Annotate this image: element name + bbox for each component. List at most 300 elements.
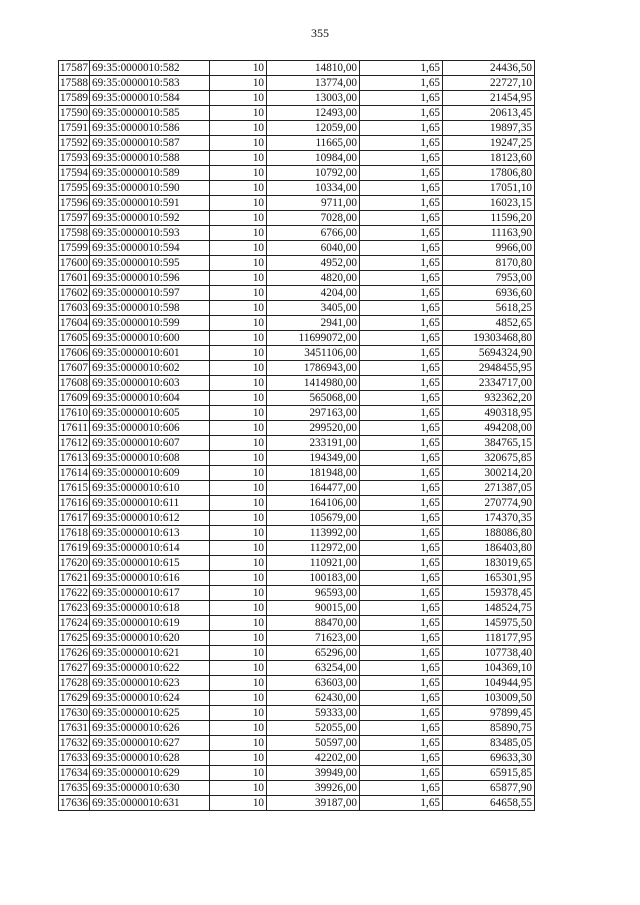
cadastral-number-cell: 69:35:0000010:594 <box>90 241 210 256</box>
tax-cell: 17051,10 <box>443 181 535 196</box>
tax-cell: 188086,80 <box>443 526 535 541</box>
row-number-cell: 17631 <box>60 722 88 734</box>
tax-cell: 159378,45 <box>443 586 535 601</box>
value-cell: 52055,00 <box>267 721 360 736</box>
area-cell: 10 <box>210 601 267 616</box>
value-cell: 4820,00 <box>267 271 360 286</box>
row-number-cell: 17614 <box>60 467 88 479</box>
rate-cell: 1,65 <box>360 466 443 481</box>
row-number-cell: 17600 <box>60 257 88 269</box>
table-row <box>59 211 535 226</box>
area-cell: 10 <box>210 376 267 391</box>
tax-cell: 17806,80 <box>443 166 535 181</box>
table-row <box>59 586 535 601</box>
tax-cell: 165301,95 <box>443 571 535 586</box>
cadastral-number-cell: 69:35:0000010:607 <box>90 436 210 451</box>
value-cell: 39949,00 <box>267 766 360 781</box>
value-cell: 4204,00 <box>267 286 360 301</box>
table-row <box>59 526 535 541</box>
table-row <box>59 631 535 646</box>
tax-cell: 21454,95 <box>443 91 535 106</box>
rate-cell: 1,65 <box>360 91 443 106</box>
cadastral-number-cell: 69:35:0000010:629 <box>90 766 210 781</box>
value-cell: 62430,00 <box>267 691 360 706</box>
value-cell: 233191,00 <box>267 436 360 451</box>
rate-cell: 1,65 <box>360 646 443 661</box>
table-row <box>59 91 535 106</box>
rate-cell: 1,65 <box>360 436 443 451</box>
area-cell: 10 <box>210 256 267 271</box>
table-row <box>59 511 535 526</box>
area-cell: 10 <box>210 436 267 451</box>
tax-cell: 2334717,00 <box>443 376 535 391</box>
value-cell: 59333,00 <box>267 706 360 721</box>
value-cell: 14810,00 <box>267 61 360 76</box>
area-cell: 10 <box>210 211 267 226</box>
value-cell: 181948,00 <box>267 466 360 481</box>
rate-cell: 1,65 <box>360 271 443 286</box>
rate-cell: 1,65 <box>360 361 443 376</box>
cadastral-number-cell: 69:35:0000010:621 <box>90 646 210 661</box>
tax-cell: 18123,60 <box>443 151 535 166</box>
tax-cell: 271387,05 <box>443 481 535 496</box>
value-cell: 2941,00 <box>267 316 360 331</box>
cadastral-number-cell: 69:35:0000010:625 <box>90 706 210 721</box>
tax-cell: 22727,10 <box>443 76 535 91</box>
area-cell: 10 <box>210 406 267 421</box>
area-cell: 10 <box>210 781 267 796</box>
tax-cell: 118177,95 <box>443 631 535 646</box>
table-row <box>59 541 535 556</box>
area-cell: 10 <box>210 271 267 286</box>
table-row <box>59 76 535 91</box>
table-row <box>59 601 535 616</box>
row-number-cell: 17608 <box>60 377 88 389</box>
tax-cell: 932362,20 <box>443 391 535 406</box>
value-cell: 164106,00 <box>267 496 360 511</box>
row-number-cell: 17615 <box>60 482 88 494</box>
tax-cell: 20613,45 <box>443 106 535 121</box>
area-cell: 10 <box>210 121 267 136</box>
cadastral-number-cell: 69:35:0000010:588 <box>90 151 210 166</box>
value-cell: 6040,00 <box>267 241 360 256</box>
table-row <box>59 736 535 751</box>
rate-cell: 1,65 <box>360 421 443 436</box>
cadastral-number-cell: 69:35:0000010:604 <box>90 391 210 406</box>
tax-cell: 490318,95 <box>443 406 535 421</box>
tax-cell: 107738,40 <box>443 646 535 661</box>
row-number-cell: 17622 <box>60 587 88 599</box>
value-cell: 6766,00 <box>267 226 360 241</box>
row-number-cell: 17591 <box>60 122 88 134</box>
row-number-cell: 17602 <box>60 287 88 299</box>
value-cell: 90015,00 <box>267 601 360 616</box>
row-number-cell: 17607 <box>60 362 88 374</box>
row-number-cell: 17629 <box>60 692 88 704</box>
area-cell: 10 <box>210 676 267 691</box>
row-number-cell: 17632 <box>60 737 88 749</box>
tax-cell: 83485,05 <box>443 736 535 751</box>
row-number-cell: 17613 <box>60 452 88 464</box>
area-cell: 10 <box>210 91 267 106</box>
tax-cell: 494208,00 <box>443 421 535 436</box>
table-row <box>59 691 535 706</box>
cadastral-number-cell: 69:35:0000010:610 <box>90 481 210 496</box>
area-cell: 10 <box>210 361 267 376</box>
cadastral-number-cell: 69:35:0000010:615 <box>90 556 210 571</box>
area-cell: 10 <box>210 301 267 316</box>
tax-cell: 183019,65 <box>443 556 535 571</box>
cadastral-number-cell: 69:35:0000010:584 <box>90 91 210 106</box>
tax-cell: 5694324,90 <box>443 346 535 361</box>
value-cell: 88470,00 <box>267 616 360 631</box>
value-cell: 113992,00 <box>267 526 360 541</box>
cadastral-number-cell: 69:35:0000010:583 <box>90 76 210 91</box>
area-cell: 10 <box>210 736 267 751</box>
cadastral-number-cell: 69:35:0000010:582 <box>90 61 210 76</box>
table-row <box>59 571 535 586</box>
tax-cell: 97899,45 <box>443 706 535 721</box>
table-row <box>59 466 535 481</box>
area-cell: 10 <box>210 346 267 361</box>
table-row <box>59 61 535 76</box>
tax-cell: 384765,15 <box>443 436 535 451</box>
tax-cell: 104369,10 <box>443 661 535 676</box>
rate-cell: 1,65 <box>360 631 443 646</box>
value-cell: 42202,00 <box>267 751 360 766</box>
table-row <box>59 166 535 181</box>
table-row <box>59 706 535 721</box>
area-cell: 10 <box>210 106 267 121</box>
area-cell: 10 <box>210 166 267 181</box>
tax-cell: 300214,20 <box>443 466 535 481</box>
area-cell: 10 <box>210 151 267 166</box>
value-cell: 565068,00 <box>267 391 360 406</box>
table-row <box>59 316 535 331</box>
tax-cell: 186403,80 <box>443 541 535 556</box>
row-number-cell: 17589 <box>60 92 88 104</box>
value-cell: 299520,00 <box>267 421 360 436</box>
cadastral-number-cell: 69:35:0000010:591 <box>90 196 210 211</box>
area-cell: 10 <box>210 511 267 526</box>
rate-cell: 1,65 <box>360 451 443 466</box>
tax-cell: 6936,60 <box>443 286 535 301</box>
cadastral-number-cell: 69:35:0000010:595 <box>90 256 210 271</box>
area-cell: 10 <box>210 466 267 481</box>
rate-cell: 1,65 <box>360 406 443 421</box>
value-cell: 12493,00 <box>267 106 360 121</box>
cadastral-number-cell: 69:35:0000010:598 <box>90 301 210 316</box>
rate-cell: 1,65 <box>360 526 443 541</box>
value-cell: 12059,00 <box>267 121 360 136</box>
rate-cell: 1,65 <box>360 571 443 586</box>
rate-cell: 1,65 <box>360 661 443 676</box>
cadastral-number-cell: 69:35:0000010:605 <box>90 406 210 421</box>
table-row <box>59 646 535 661</box>
cadastral-number-cell: 69:35:0000010:614 <box>90 541 210 556</box>
tax-cell: 24436,50 <box>443 61 535 76</box>
row-number-cell: 17594 <box>60 167 88 179</box>
value-cell: 96593,00 <box>267 586 360 601</box>
row-number-cell: 17588 <box>60 77 88 89</box>
row-number-cell: 17634 <box>60 767 88 779</box>
area-cell: 10 <box>210 556 267 571</box>
area-cell: 10 <box>210 691 267 706</box>
row-number-cell: 17593 <box>60 152 88 164</box>
value-cell: 4952,00 <box>267 256 360 271</box>
land-parcel-table <box>58 60 535 811</box>
table-row <box>59 781 535 796</box>
rate-cell: 1,65 <box>360 61 443 76</box>
cadastral-number-cell: 69:35:0000010:596 <box>90 271 210 286</box>
row-number-cell: 17610 <box>60 407 88 419</box>
value-cell: 10334,00 <box>267 181 360 196</box>
row-number-cell: 17624 <box>60 617 88 629</box>
table-row <box>59 151 535 166</box>
area-cell: 10 <box>210 331 267 346</box>
table-row <box>59 346 535 361</box>
value-cell: 11699072,00 <box>267 331 360 346</box>
area-cell: 10 <box>210 646 267 661</box>
row-number-cell: 17611 <box>60 422 88 434</box>
row-number-cell: 17623 <box>60 602 88 614</box>
rate-cell: 1,65 <box>360 676 443 691</box>
tax-cell: 5618,25 <box>443 301 535 316</box>
area-cell: 10 <box>210 571 267 586</box>
table-row <box>59 481 535 496</box>
cadastral-number-cell: 69:35:0000010:585 <box>90 106 210 121</box>
value-cell: 100183,00 <box>267 571 360 586</box>
table-row <box>59 361 535 376</box>
tax-cell: 9966,00 <box>443 241 535 256</box>
table-row <box>59 676 535 691</box>
cadastral-number-cell: 69:35:0000010:631 <box>90 796 210 811</box>
area-cell: 10 <box>210 316 267 331</box>
rate-cell: 1,65 <box>360 166 443 181</box>
cadastral-number-cell: 69:35:0000010:599 <box>90 316 210 331</box>
row-number-cell: 17605 <box>60 332 88 344</box>
cadastral-number-cell: 69:35:0000010:627 <box>90 736 210 751</box>
cadastral-number-cell: 69:35:0000010:606 <box>90 421 210 436</box>
cadastral-number-cell: 69:35:0000010:590 <box>90 181 210 196</box>
value-cell: 63603,00 <box>267 676 360 691</box>
page-number: 355 <box>311 26 329 40</box>
table-row <box>59 436 535 451</box>
value-cell: 39187,00 <box>267 796 360 811</box>
tax-cell: 320675,85 <box>443 451 535 466</box>
cadastral-number-cell: 69:35:0000010:624 <box>90 691 210 706</box>
rate-cell: 1,65 <box>360 496 443 511</box>
rate-cell: 1,65 <box>360 511 443 526</box>
row-number-cell: 17606 <box>60 347 88 359</box>
row-number-cell: 17601 <box>60 272 88 284</box>
tax-cell: 64658,55 <box>443 796 535 811</box>
tax-cell: 19303468,80 <box>443 331 535 346</box>
tax-cell: 148524,75 <box>443 601 535 616</box>
rate-cell: 1,65 <box>360 706 443 721</box>
cadastral-number-cell: 69:35:0000010:630 <box>90 781 210 796</box>
rate-cell: 1,65 <box>360 316 443 331</box>
tax-cell: 85890,75 <box>443 721 535 736</box>
row-number-cell: 17621 <box>60 572 88 584</box>
table-row <box>59 301 535 316</box>
row-number-cell: 17604 <box>60 317 88 329</box>
area-cell: 10 <box>210 451 267 466</box>
cadastral-number-cell: 69:35:0000010:609 <box>90 466 210 481</box>
rate-cell: 1,65 <box>360 346 443 361</box>
table-row <box>59 406 535 421</box>
tax-cell: 7953,00 <box>443 271 535 286</box>
table-row <box>59 376 535 391</box>
area-cell: 10 <box>210 616 267 631</box>
rate-cell: 1,65 <box>360 481 443 496</box>
area-cell: 10 <box>210 706 267 721</box>
area-cell: 10 <box>210 421 267 436</box>
table-row <box>59 136 535 151</box>
cadastral-number-cell: 69:35:0000010:622 <box>90 661 210 676</box>
rate-cell: 1,65 <box>360 766 443 781</box>
rate-cell: 1,65 <box>360 721 443 736</box>
area-cell: 10 <box>210 241 267 256</box>
table-row <box>59 331 535 346</box>
value-cell: 1414980,00 <box>267 376 360 391</box>
row-number-cell: 17590 <box>60 107 88 119</box>
rate-cell: 1,65 <box>360 286 443 301</box>
row-number-cell: 17630 <box>60 707 88 719</box>
area-cell: 10 <box>210 526 267 541</box>
cadastral-number-cell: 69:35:0000010:601 <box>90 346 210 361</box>
row-number-cell: 17598 <box>60 227 88 239</box>
cadastral-number-cell: 69:35:0000010:620 <box>90 631 210 646</box>
cadastral-number-cell: 69:35:0000010:587 <box>90 136 210 151</box>
cadastral-number-cell: 69:35:0000010:617 <box>90 586 210 601</box>
value-cell: 11665,00 <box>267 136 360 151</box>
row-number-cell: 17618 <box>60 527 88 539</box>
area-cell: 10 <box>210 286 267 301</box>
value-cell: 7028,00 <box>267 211 360 226</box>
rate-cell: 1,65 <box>360 751 443 766</box>
row-number-cell: 17599 <box>60 242 88 254</box>
row-number-cell: 17636 <box>60 797 88 809</box>
row-number-cell: 17612 <box>60 437 88 449</box>
table-row <box>59 181 535 196</box>
table-row <box>59 286 535 301</box>
tax-cell: 69633,30 <box>443 751 535 766</box>
row-number-cell: 17609 <box>60 392 88 404</box>
rate-cell: 1,65 <box>360 241 443 256</box>
rate-cell: 1,65 <box>360 331 443 346</box>
rate-cell: 1,65 <box>360 376 443 391</box>
row-number-cell: 17626 <box>60 647 88 659</box>
cadastral-number-cell: 69:35:0000010:589 <box>90 166 210 181</box>
table-row <box>59 421 535 436</box>
cadastral-number-cell: 69:35:0000010:600 <box>90 331 210 346</box>
tax-cell: 270774,90 <box>443 496 535 511</box>
tax-cell: 11596,20 <box>443 211 535 226</box>
cadastral-number-cell: 69:35:0000010:623 <box>90 676 210 691</box>
table-row <box>59 391 535 406</box>
rate-cell: 1,65 <box>360 601 443 616</box>
table-row <box>59 721 535 736</box>
value-cell: 10792,00 <box>267 166 360 181</box>
cadastral-number-cell: 69:35:0000010:628 <box>90 751 210 766</box>
table-row <box>59 451 535 466</box>
table-row <box>59 241 535 256</box>
cadastral-number-cell: 69:35:0000010:597 <box>90 286 210 301</box>
table-row <box>59 796 535 811</box>
row-number-cell: 17597 <box>60 212 88 224</box>
rate-cell: 1,65 <box>360 211 443 226</box>
cadastral-number-cell: 69:35:0000010:616 <box>90 571 210 586</box>
value-cell: 13774,00 <box>267 76 360 91</box>
value-cell: 65296,00 <box>267 646 360 661</box>
cadastral-number-cell: 69:35:0000010:612 <box>90 511 210 526</box>
value-cell: 10984,00 <box>267 151 360 166</box>
rate-cell: 1,65 <box>360 586 443 601</box>
cadastral-number-cell: 69:35:0000010:603 <box>90 376 210 391</box>
tax-cell: 4852,65 <box>443 316 535 331</box>
rate-cell: 1,65 <box>360 256 443 271</box>
rate-cell: 1,65 <box>360 76 443 91</box>
table-row <box>59 766 535 781</box>
value-cell: 110921,00 <box>267 556 360 571</box>
table-row <box>59 226 535 241</box>
value-cell: 105679,00 <box>267 511 360 526</box>
rate-cell: 1,65 <box>360 121 443 136</box>
rate-cell: 1,65 <box>360 301 443 316</box>
cadastral-number-cell: 69:35:0000010:626 <box>90 721 210 736</box>
rate-cell: 1,65 <box>360 196 443 211</box>
cadastral-number-cell: 69:35:0000010:586 <box>90 121 210 136</box>
value-cell: 194349,00 <box>267 451 360 466</box>
area-cell: 10 <box>210 586 267 601</box>
row-number-cell: 17603 <box>60 302 88 314</box>
value-cell: 50597,00 <box>267 736 360 751</box>
value-cell: 9711,00 <box>267 196 360 211</box>
rate-cell: 1,65 <box>360 691 443 706</box>
tax-cell: 65877,90 <box>443 781 535 796</box>
rate-cell: 1,65 <box>360 796 443 811</box>
value-cell: 3405,00 <box>267 301 360 316</box>
row-number-cell: 17635 <box>60 782 88 794</box>
rate-cell: 1,65 <box>360 136 443 151</box>
tax-cell: 19247,25 <box>443 136 535 151</box>
area-cell: 10 <box>210 766 267 781</box>
value-cell: 13003,00 <box>267 91 360 106</box>
tax-cell: 16023,15 <box>443 196 535 211</box>
area-cell: 10 <box>210 196 267 211</box>
rate-cell: 1,65 <box>360 151 443 166</box>
rate-cell: 1,65 <box>360 181 443 196</box>
rate-cell: 1,65 <box>360 106 443 121</box>
row-number-cell: 17617 <box>60 512 88 524</box>
tax-cell: 8170,80 <box>443 256 535 271</box>
table-row <box>59 271 535 286</box>
value-cell: 164477,00 <box>267 481 360 496</box>
table-row <box>59 121 535 136</box>
value-cell: 112972,00 <box>267 541 360 556</box>
rate-cell: 1,65 <box>360 226 443 241</box>
row-number-cell: 17627 <box>60 662 88 674</box>
table-row <box>59 661 535 676</box>
table-row <box>59 256 535 271</box>
value-cell: 71623,00 <box>267 631 360 646</box>
row-number-cell: 17596 <box>60 197 88 209</box>
cadastral-number-cell: 69:35:0000010:608 <box>90 451 210 466</box>
area-cell: 10 <box>210 496 267 511</box>
row-number-cell: 17619 <box>60 542 88 554</box>
tax-cell: 65915,85 <box>443 766 535 781</box>
